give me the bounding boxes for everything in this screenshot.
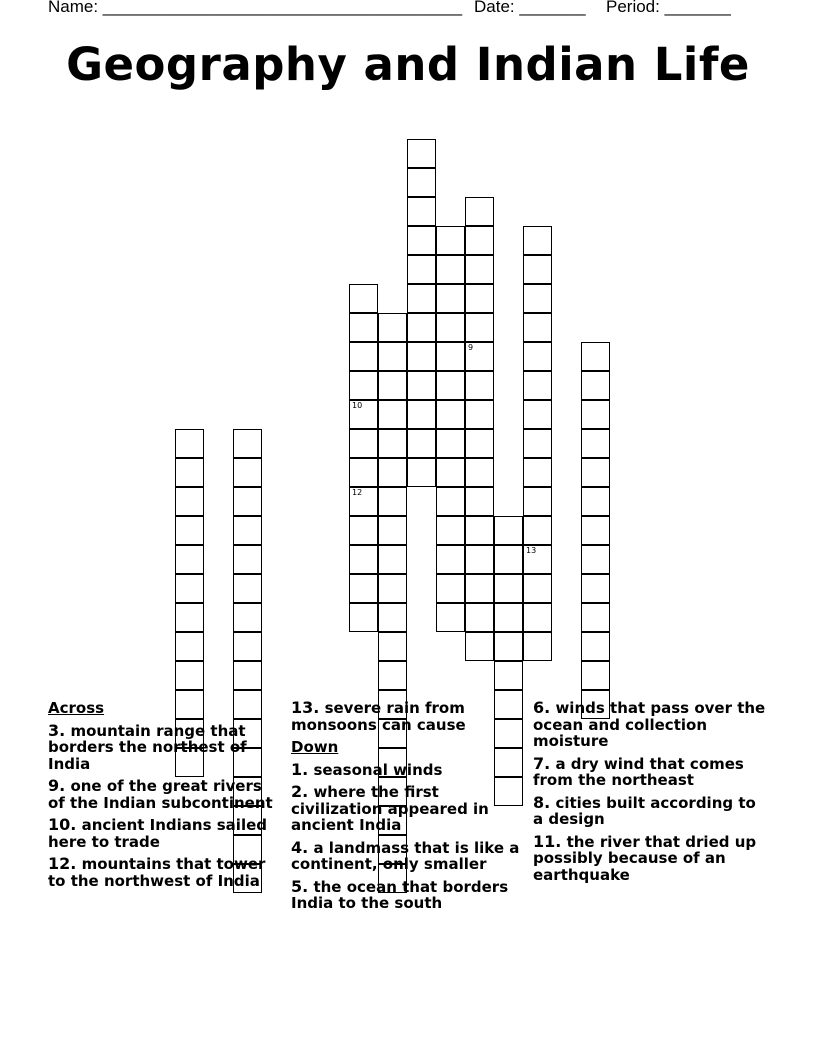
grid-cell[interactable] — [378, 516, 407, 545]
grid-cell[interactable] — [349, 400, 378, 429]
clue-column-2 — [291, 700, 526, 918]
clue-number: 8. — [533, 792, 551, 812]
clue-number: 12. — [48, 854, 77, 873]
clue-number: 1. — [291, 759, 309, 779]
grid-cell[interactable] — [407, 371, 436, 400]
grid-cell[interactable] — [494, 574, 523, 603]
grid-cell[interactable] — [175, 516, 204, 545]
grid-cell[interactable] — [175, 632, 204, 661]
grid-cell[interactable] — [465, 429, 494, 458]
clue-down-6 — [533, 700, 768, 750]
grid-cell[interactable] — [349, 371, 378, 400]
grid-cell[interactable] — [465, 197, 494, 226]
grid-cell[interactable] — [378, 313, 407, 342]
grid-cell[interactable] — [523, 516, 552, 545]
grid-cell[interactable] — [523, 574, 552, 603]
down-heading: Down — [291, 738, 339, 756]
grid-cell[interactable] — [175, 574, 204, 603]
grid-cell[interactable] — [349, 516, 378, 545]
grid-cell[interactable] — [378, 487, 407, 516]
grid-cell[interactable] — [465, 342, 494, 371]
grid-cell[interactable] — [233, 516, 262, 545]
clue-down-11 — [533, 831, 768, 884]
grid-cell[interactable] — [349, 458, 378, 487]
grid-cell[interactable] — [523, 603, 552, 632]
clue-number: 2. — [291, 782, 309, 801]
grid-cell[interactable] — [581, 400, 610, 429]
grid-cell[interactable] — [581, 661, 610, 690]
clue-text: the river that dried up possibly because of an earthquake — [533, 832, 757, 884]
grid-cell[interactable] — [378, 574, 407, 603]
clue-number: 5. — [291, 876, 309, 896]
clue-text: mountains that tower to the northwest of India — [48, 855, 266, 890]
grid-cell[interactable] — [407, 458, 436, 487]
grid-cell[interactable] — [378, 661, 407, 690]
clue-text: mountain range that borders the northest of India — [48, 721, 247, 773]
clue-text: the ocean that borders India to the south — [291, 877, 509, 912]
grid-cell[interactable] — [407, 197, 436, 226]
clue-number-label: 13 — [526, 546, 537, 555]
clue-text: a landmass that is like a continent, only smaller — [291, 838, 520, 873]
grid-cell[interactable] — [465, 255, 494, 284]
grid-cell[interactable] — [436, 487, 465, 516]
date-field-label: Date: _______ — [474, 0, 586, 16]
grid-cell[interactable] — [407, 429, 436, 458]
clue-text: a dry wind that comes from the northeast — [533, 754, 744, 789]
grid-cell[interactable] — [581, 342, 610, 371]
grid-cell[interactable] — [523, 458, 552, 487]
grid-cell[interactable] — [581, 574, 610, 603]
grid-cell[interactable] — [407, 342, 436, 371]
clue-text: ancient Indians sailed here to trade — [48, 816, 267, 851]
grid-cell[interactable] — [407, 139, 436, 168]
grid-cell[interactable] — [378, 603, 407, 632]
clue-down-1 — [291, 759, 526, 779]
grid-cell[interactable] — [378, 400, 407, 429]
grid-cell[interactable] — [581, 429, 610, 458]
grid-cell[interactable] — [175, 545, 204, 574]
grid-cell[interactable] — [378, 458, 407, 487]
clue-number: 11. — [533, 831, 562, 851]
grid-cell[interactable] — [465, 458, 494, 487]
clue-number: 7. — [533, 753, 551, 773]
clue-down-8 — [533, 792, 768, 828]
grid-cell[interactable] — [436, 400, 465, 429]
grid-cell[interactable] — [233, 487, 262, 516]
across-heading: Across — [48, 699, 105, 717]
grid-cell[interactable] — [233, 545, 262, 574]
grid-cell[interactable] — [349, 487, 378, 516]
grid-cell[interactable] — [465, 487, 494, 516]
clue-number: 3. — [48, 720, 66, 740]
grid-cell[interactable] — [436, 603, 465, 632]
grid-cell[interactable] — [349, 603, 378, 632]
grid-cell[interactable] — [233, 603, 262, 632]
clue-number-label: 9 — [468, 343, 474, 352]
grid-cell[interactable] — [523, 255, 552, 284]
grid-cell[interactable] — [233, 574, 262, 603]
grid-cell[interactable] — [494, 632, 523, 661]
grid-cell[interactable] — [436, 255, 465, 284]
grid-cell[interactable] — [465, 545, 494, 574]
grid-cell[interactable] — [378, 429, 407, 458]
clue-number-label: 12 — [352, 488, 363, 497]
grid-cell[interactable] — [349, 284, 378, 313]
grid-cell[interactable] — [523, 284, 552, 313]
grid-cell[interactable] — [175, 661, 204, 690]
grid-cell[interactable] — [494, 603, 523, 632]
grid-cell[interactable] — [581, 545, 610, 574]
grid-cell[interactable] — [349, 342, 378, 371]
grid-cell[interactable] — [378, 545, 407, 574]
clue-number: 6. — [533, 698, 551, 717]
grid-cell[interactable] — [436, 226, 465, 255]
grid-cell[interactable] — [436, 458, 465, 487]
grid-cell[interactable] — [349, 545, 378, 574]
grid-cell[interactable] — [378, 371, 407, 400]
grid-cell[interactable] — [581, 487, 610, 516]
grid-cell[interactable] — [465, 226, 494, 255]
grid-cell[interactable] — [436, 574, 465, 603]
grid-cell[interactable] — [233, 429, 262, 458]
grid-cell[interactable] — [581, 603, 610, 632]
grid-cell[interactable] — [436, 342, 465, 371]
grid-cell[interactable] — [436, 429, 465, 458]
name-field-label: Name: ______________________________________ — [48, 0, 463, 16]
grid-cell[interactable] — [581, 458, 610, 487]
grid-cell[interactable] — [465, 632, 494, 661]
clue-text: where the first civilization appeared in ancient India — [291, 783, 489, 834]
clue-across-12 — [48, 856, 278, 889]
grid-cell[interactable] — [494, 516, 523, 545]
clue-number: 4. — [291, 837, 309, 857]
grid-cell[interactable] — [175, 458, 204, 487]
grid-cell[interactable] — [523, 226, 552, 255]
grid-cell[interactable] — [581, 516, 610, 545]
clue-column-3 — [533, 700, 768, 889]
grid-cell[interactable] — [465, 574, 494, 603]
grid-cell[interactable] — [523, 429, 552, 458]
grid-cell[interactable] — [175, 429, 204, 458]
clue-number: 9. — [48, 776, 66, 795]
clue-across-13 — [291, 700, 526, 733]
grid-cell[interactable] — [436, 284, 465, 313]
grid-cell[interactable] — [465, 371, 494, 400]
grid-cell[interactable] — [436, 313, 465, 342]
grid-cell[interactable] — [407, 226, 436, 255]
grid-cell[interactable] — [465, 313, 494, 342]
grid-cell[interactable] — [233, 632, 262, 661]
grid-cell[interactable] — [436, 516, 465, 545]
grid-cell[interactable] — [175, 487, 204, 516]
grid-cell[interactable] — [349, 429, 378, 458]
grid-cell[interactable] — [494, 661, 523, 690]
clue-number-label: 10 — [352, 401, 363, 410]
clue-down-2 — [291, 784, 526, 834]
grid-cell[interactable] — [465, 516, 494, 545]
clue-column-1 — [48, 700, 278, 895]
grid-cell[interactable] — [523, 400, 552, 429]
grid-cell[interactable] — [378, 342, 407, 371]
clue-text: cities built according to a design — [533, 793, 756, 828]
clue-text: one of the great rivers of the Indian subcontinent — [48, 777, 273, 812]
grid-cell[interactable] — [581, 632, 610, 661]
grid-cell[interactable] — [523, 545, 552, 574]
grid-cell[interactable] — [523, 371, 552, 400]
clue-text: winds that pass over the ocean and collection moisture — [533, 699, 766, 750]
grid-cell[interactable] — [378, 632, 407, 661]
grid-cell[interactable] — [407, 284, 436, 313]
grid-cell[interactable] — [523, 487, 552, 516]
grid-cell[interactable] — [233, 661, 262, 690]
grid-cell[interactable] — [407, 168, 436, 197]
grid-cell[interactable] — [523, 313, 552, 342]
grid-cell[interactable] — [349, 313, 378, 342]
grid-cell[interactable] — [494, 545, 523, 574]
grid-cell[interactable] — [523, 342, 552, 371]
clue-text: seasonal winds — [313, 760, 443, 779]
clue-number: 10. — [48, 815, 77, 834]
grid-cell[interactable] — [465, 284, 494, 313]
grid-cell[interactable] — [465, 400, 494, 429]
clue-down-5 — [291, 876, 526, 912]
grid-cell[interactable] — [436, 371, 465, 400]
grid-cell[interactable] — [407, 313, 436, 342]
grid-cell[interactable] — [523, 632, 552, 661]
clue-across-3 — [48, 720, 278, 773]
clue-text: severe rain from monsoons can cause — [291, 699, 466, 734]
grid-cell[interactable] — [465, 603, 494, 632]
clue-down-4 — [291, 837, 526, 873]
grid-cell[interactable] — [407, 255, 436, 284]
clue-number: 13. — [291, 698, 320, 717]
grid-cell[interactable] — [175, 603, 204, 632]
grid-cell[interactable] — [581, 371, 610, 400]
page-title: Geography and Indian Life — [66, 38, 750, 91]
period-field-label: Period: _______ — [606, 0, 731, 16]
clue-down-7 — [533, 753, 768, 789]
clue-across-9 — [48, 778, 278, 811]
clue-across-10 — [48, 817, 278, 850]
grid-cell[interactable] — [233, 458, 262, 487]
grid-cell[interactable] — [349, 574, 378, 603]
grid-cell[interactable] — [436, 545, 465, 574]
grid-cell[interactable] — [407, 400, 436, 429]
